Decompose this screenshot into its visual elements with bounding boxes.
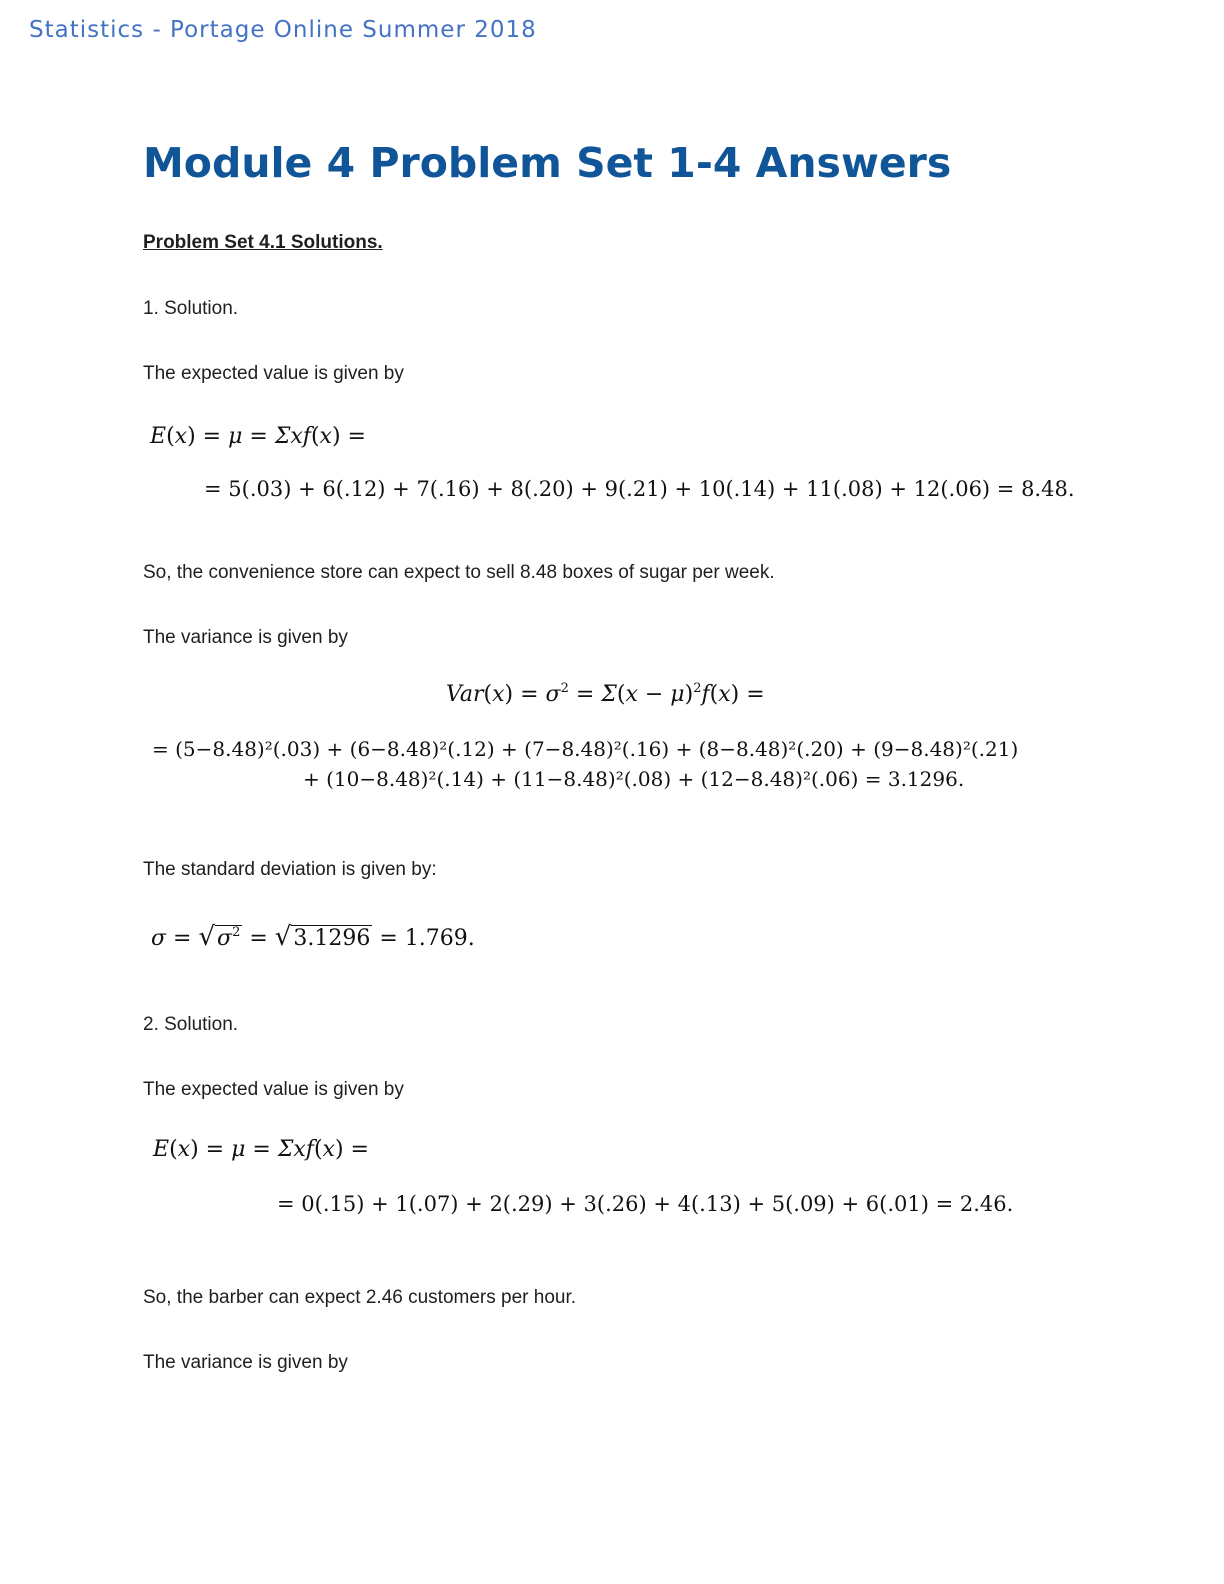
page-title: Module 4 Problem Set 1-4 Answers bbox=[143, 139, 952, 187]
problem-1-ev-intro: The expected value is given by bbox=[143, 363, 404, 384]
problem-1-var-calculation-line-2: + (10−8.48)²(.14) + (11−8.48)²(.08) + (12−8.48)²(.06) = 3.1296. bbox=[303, 767, 965, 791]
sd-radicand: 3.1296 bbox=[293, 926, 371, 951]
problem-1-sd-formula: $\sigma = √\sigma^2 = √3.1296 = 1.769$. bbox=[151, 922, 475, 952]
course-header: Statistics - Portage Online Summer 2018 bbox=[29, 17, 537, 43]
problem-1-sd-intro: The standard deviation is given by: bbox=[143, 859, 437, 880]
problem-2-var-intro: The variance is given by bbox=[143, 1352, 348, 1373]
problem-1-heading: 1. Solution. bbox=[143, 298, 239, 319]
sd-result: = 1.769. bbox=[379, 926, 475, 951]
problem-2-ev-conclusion: So, the barber can expect 2.46 customers per hour. bbox=[143, 1287, 577, 1308]
problem-2-heading: 2. Solution. bbox=[143, 1014, 239, 1035]
section-heading: Problem Set 4.1 Solutions. bbox=[143, 232, 383, 253]
problem-2-ev-calculation: = 0(.15) + 1(.07) + 2(.29) + 3(.26) + 4(.13) + 5(.09) + 6(.01) = 2.46. bbox=[277, 1192, 1014, 1216]
problem-1-ev-calculation: = 5(.03) + 6(.12) + 7(.16) + 8(.20) + 9(.21) + 10(.14) + 11(.08) + 12(.06) = 8.48. bbox=[204, 477, 1075, 501]
problem-1-ev-conclusion: So, the convenience store can expect to sell 8.48 boxes of sugar per week. bbox=[143, 562, 775, 583]
problem-1-var-intro: The variance is given by bbox=[143, 627, 348, 648]
problem-2-ev-formula: E(x) = μ = Σxf(x) = bbox=[153, 1137, 369, 1162]
problem-1-ev-formula: E(x) = μ = Σxf(x) = bbox=[150, 424, 366, 449]
problem-2-ev-intro: The expected value is given by bbox=[143, 1079, 404, 1100]
problem-1-var-formula: $Var(x) = \sigma^2 = \Sigma(x - \mu)^2f(x)$ = bbox=[446, 681, 765, 707]
problem-1-var-calculation-line-1: = (5−8.48)²(.03) + (6−8.48)²(.12) + (7−8.48)²(.16) + (8−8.48)²(.20) + (9−8.48)²(.21) bbox=[152, 737, 1019, 761]
